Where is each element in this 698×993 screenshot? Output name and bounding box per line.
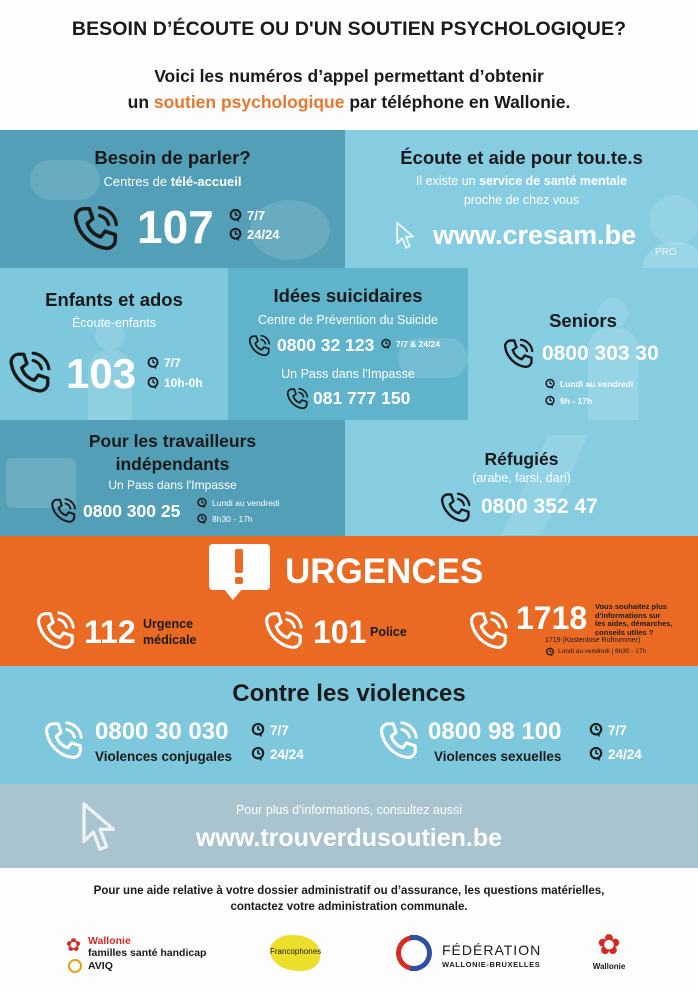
violences-conjugales-number[interactable]: 0800 30 030	[95, 718, 229, 745]
phone-icon	[465, 608, 511, 654]
urgences-1718-info-1: Vous souhaitez plus	[595, 602, 667, 611]
phone-icon	[437, 490, 473, 526]
violences-conjugales-hours-2: 24/24	[270, 746, 304, 762]
parler-sub-pre: Centres de	[103, 174, 171, 189]
urgences-1719-label: 1719 (Kostenlose Rufnummer)	[545, 637, 641, 644]
clock-icon	[146, 356, 160, 370]
suicide-hours: 7/7 & 24/24	[396, 339, 440, 349]
urgences-1718-info	[595, 603, 673, 637]
seniors-panel	[468, 268, 698, 420]
clock-icon	[228, 208, 243, 223]
travailleurs-title-2: indépendants	[115, 454, 230, 474]
violences-conjugales-hours	[250, 722, 304, 762]
phone-icon	[4, 348, 54, 398]
violences-sexuelles-hours-2: 24/24	[608, 746, 642, 762]
clock-icon	[196, 497, 208, 509]
clock-icon	[588, 722, 604, 738]
aviq-logo	[66, 935, 226, 979]
urgences-112-label-2: médicale	[143, 633, 197, 647]
clock-icon	[545, 647, 555, 657]
urgences-112-number[interactable]: 112	[84, 614, 136, 650]
violences-conjugales-hours-1: 7/7	[270, 722, 289, 738]
alert-bubble-icon	[209, 544, 270, 590]
suicide-number2[interactable]: 081 777 150	[313, 388, 411, 408]
francophones-label: Francophones	[270, 947, 322, 956]
ecoute-line1-bold: service de santé mentale	[479, 174, 628, 188]
footer-line-2: contactez votre administration communale.	[230, 901, 468, 913]
urgences-1718-info-2: d'informations sur	[595, 610, 661, 620]
phone-icon	[32, 608, 78, 654]
cresam-link[interactable]: www.cresam.be	[433, 220, 637, 250]
aviq-familles: familles santé handicap	[88, 947, 207, 959]
urgences-1718-info-4: conseils utiles ?	[595, 627, 654, 637]
enfants-hours	[146, 356, 203, 390]
ecoute-line1	[345, 174, 698, 188]
subtitle-highlight: soutien psychologique	[153, 92, 345, 112]
clock-icon	[250, 722, 266, 738]
phone-icon	[375, 718, 421, 764]
rooster-icon: ✿	[597, 929, 621, 960]
refugies-title: Réfugiés	[484, 449, 559, 469]
aviq-name: AVIQ	[88, 960, 113, 972]
suicide-subtitle: Centre de Prévention du Suicide	[258, 313, 438, 327]
parler-hours	[228, 208, 280, 242]
refugies-subtitle: (arabe, farsi, dari)	[472, 471, 571, 485]
phone-icon	[246, 333, 272, 359]
page-subtitle-line2	[0, 92, 698, 113]
clock-icon	[146, 376, 160, 390]
phone-icon	[260, 608, 306, 654]
violences-sexuelles-label: Violences sexuelles	[434, 749, 562, 764]
info-panel	[0, 784, 698, 868]
urgences-panel	[0, 536, 698, 666]
ecoute-line2: proche de chez vous	[463, 193, 580, 207]
violences-panel	[0, 666, 698, 784]
rooster-icon: ✿	[66, 935, 82, 955]
ecoute-title: Écoute et aide pour tou.te.s	[400, 147, 643, 168]
enfants-number[interactable]: 103	[66, 350, 137, 397]
footer-line-1: Pour une aide relative à votre dossier administratif ou d’assurance, les questions matérielles,	[93, 885, 605, 897]
suicide-title: Idées suicidaires	[273, 285, 423, 306]
subtitle-post: par téléphone en Wallonie.	[344, 92, 571, 112]
suicide-number[interactable]: 0800 32 123	[277, 335, 375, 355]
page-subtitle-line1: Voici les numéros d’appel permettant d’obtenir	[154, 66, 544, 86]
urgences-112-label	[143, 616, 197, 648]
idees-suicidaires-panel	[228, 268, 468, 420]
clock-icon	[544, 378, 556, 390]
seniors-hours-2: 9h - 17h	[560, 396, 593, 406]
urgences-1718-info-3: les aides, démarches,	[595, 619, 673, 628]
pro-label: PRO	[655, 247, 677, 258]
urgences-112-label-1: Urgence	[143, 617, 194, 631]
enfants-hours-2: 10h-0h	[164, 376, 203, 390]
phone-icon	[500, 336, 536, 372]
clock-icon	[250, 746, 266, 762]
wallonie-label: Wallonie	[592, 962, 626, 971]
travailleurs-title-1: Pour les travailleurs	[88, 431, 257, 451]
enfants-ados-panel	[0, 268, 228, 420]
urgences-101-label: Police	[370, 625, 407, 639]
phone-icon	[68, 202, 122, 256]
seniors-title: Seniors	[549, 310, 617, 331]
phone-icon	[48, 496, 78, 526]
ecoute-line1-pre: Il existe un	[415, 174, 480, 188]
page-title: BESOIN D’ÉCOUTE OU D'UN SOUTIEN PSYCHOLOGIQUE?	[71, 18, 627, 40]
parler-hours-2: 24/24	[247, 227, 280, 242]
clock-icon	[380, 338, 392, 350]
phone-icon	[40, 718, 86, 764]
fwb-title: FÉDÉRATION	[442, 942, 542, 958]
parler-title: Besoin de parler?	[94, 147, 251, 168]
seniors-number[interactable]: 0800 303 30	[542, 342, 659, 365]
violences-conjugales-label: Violences conjugales	[95, 749, 233, 764]
parler-hours-1: 7/7	[247, 208, 266, 223]
seniors-hours	[544, 378, 633, 407]
besoin-de-parler-panel	[0, 130, 345, 268]
clock-icon	[228, 227, 243, 242]
parler-number[interactable]: 107	[137, 201, 214, 253]
info-line: Pour plus d'informations, consultez aussi	[235, 803, 463, 817]
travailleurs-hours	[196, 497, 280, 525]
aviq-wallonie: Wallonie	[88, 935, 131, 947]
urgences-title: URGENCES	[285, 552, 484, 591]
seniors-hours-1: Lundi au vendredi	[560, 379, 634, 389]
parler-sub-bold: télé-accueil	[170, 174, 242, 189]
trouverdusoutien-link[interactable]: www.trouverdusoutien.be	[195, 824, 503, 852]
fwb-subtitle: WALLONIE-BRUXELLES	[442, 960, 541, 969]
travailleurs-subtitle: Un Pass dans l'Impasse	[108, 478, 237, 492]
clock-icon	[196, 513, 208, 525]
violences-sexuelles-hours	[588, 722, 642, 762]
aviq-circle-icon	[68, 959, 82, 973]
travailleurs-hours-2: 8h30 - 17h	[212, 514, 253, 524]
fwb-logo	[396, 935, 556, 975]
urgences-1718-hours: Lundi au vendredi | 8h30 - 17h	[558, 648, 647, 655]
subtitle-pre: un	[127, 92, 154, 112]
urgences-1718-number[interactable]: 1718	[516, 600, 588, 636]
cursor-icon	[395, 220, 417, 252]
violences-sexuelles-hours-1: 7/7	[608, 722, 627, 738]
ecoute-aide-panel	[345, 130, 698, 268]
francophones-logo	[262, 933, 334, 973]
travailleurs-hours-1: Lundi au vendredi	[212, 498, 280, 508]
phone-icon	[284, 386, 310, 412]
violences-title: Contre les violences	[232, 680, 466, 707]
parler-subtitle	[0, 174, 345, 189]
wallonie-logo	[589, 930, 629, 976]
violences-sexuelles-number[interactable]: 0800 98 100	[428, 718, 562, 745]
fwb-blue-arc-icon	[410, 935, 432, 971]
urgences-101-number[interactable]: 101	[313, 614, 367, 650]
suicide-subtitle2: Un Pass dans l'Impasse	[281, 367, 415, 381]
refugies-panel	[345, 420, 698, 536]
enfants-hours-1: 7/7	[164, 356, 181, 370]
enfants-title: Enfants et ados	[45, 289, 183, 310]
refugies-number[interactable]: 0800 352 47	[481, 495, 598, 518]
enfants-subtitle: Écoute-enfants	[71, 316, 157, 330]
travailleurs-number[interactable]: 0800 300 25	[83, 501, 181, 521]
travailleurs-panel	[0, 420, 345, 536]
clock-icon	[544, 395, 556, 407]
clock-icon	[588, 746, 604, 762]
